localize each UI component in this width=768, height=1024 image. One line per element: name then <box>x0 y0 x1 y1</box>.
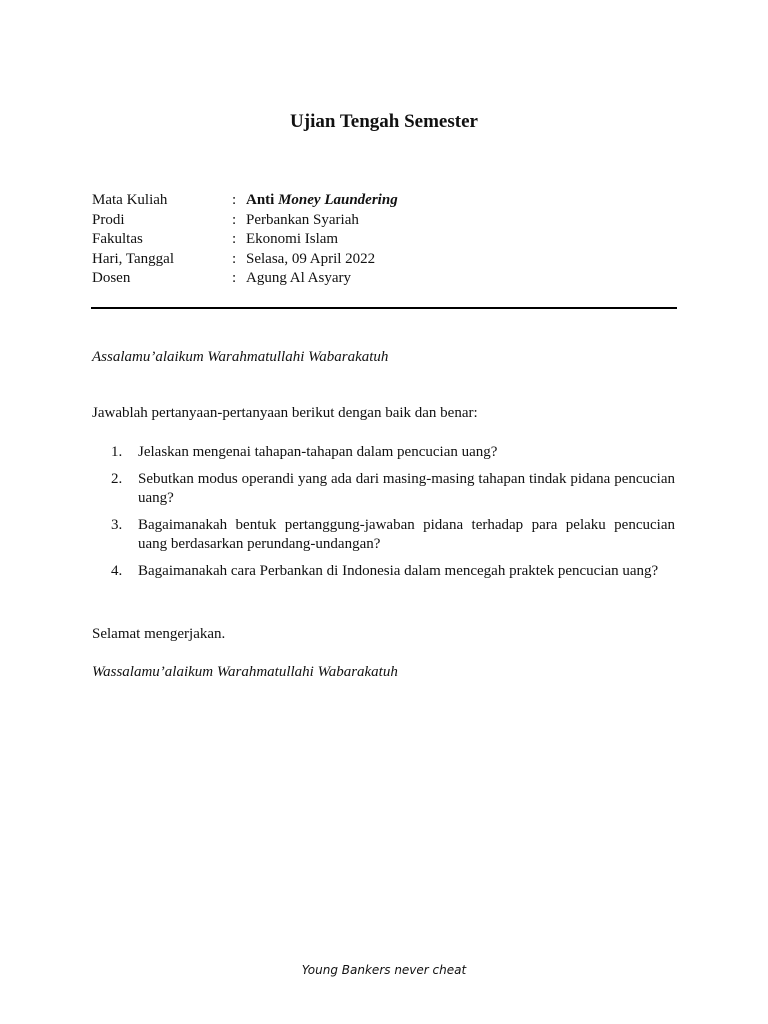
question-number: 3. <box>111 516 123 533</box>
question-text: Sebutkan modus operandi yang ada dari masing-masing tahapan tindak pidana pencucian uang? <box>138 470 675 506</box>
instruction: Jawablah pertanyaan-pertanyaan berikut dengan baik dan benar: <box>92 405 478 421</box>
question-number: 4. <box>111 562 123 579</box>
closing-text: Selamat mengerjakan. <box>92 626 226 642</box>
page-title: Ujian Tengah Semester <box>290 111 478 132</box>
question-item <box>92 562 675 582</box>
info-colon: : <box>232 231 237 247</box>
info-row-mata-kuliah <box>92 191 398 211</box>
info-label: Fakultas <box>92 231 143 247</box>
info-colon: : <box>232 250 237 267</box>
info-label: Mata Kuliah <box>92 192 168 208</box>
info-row-prodi <box>92 211 398 231</box>
question-text: Jelaskan mengenai tahapan-tahapan dalam pencucian uang? <box>138 444 498 460</box>
info-value: Selasa, 09 April 2022 <box>246 250 376 267</box>
course-name-plain: Anti <box>246 192 279 208</box>
course-name-italic: Money Laundering <box>278 192 398 208</box>
question-number: 1. <box>111 444 123 460</box>
info-label: Dosen <box>92 270 131 286</box>
question-number: 2. <box>111 470 123 487</box>
question-item <box>92 516 675 555</box>
info-row-fakultas <box>92 230 398 250</box>
question-text: Bagaimanakah cara Perbankan di Indonesia dalam mencegah praktek pencucian uang? <box>138 562 659 579</box>
footer-text: Young Bankers never cheat <box>301 963 467 977</box>
farewell: Wassalamu’alaikum Warahmatullahi Wabarakatuh <box>92 664 398 680</box>
question-item <box>92 470 675 509</box>
info-value: Perbankan Syariah <box>246 211 359 228</box>
info-value: Ekonomi Islam <box>246 231 339 247</box>
divider <box>91 307 677 309</box>
info-label: Prodi <box>92 211 125 228</box>
info-colon: : <box>232 192 237 208</box>
info-value: Agung Al Asyary <box>246 270 351 286</box>
greeting: Assalamu’alaikum Warahmatullahi Wabarakatuh <box>92 349 389 365</box>
info-colon: : <box>232 270 237 286</box>
info-colon: : <box>232 211 237 228</box>
question-list <box>92 443 675 588</box>
info-value-course <box>246 191 398 211</box>
info-row-hari-tanggal <box>92 250 398 270</box>
question-text: Bagaimanakah bentuk pertanggung-jawaban pidana terhadap para pelaku pencucian uang berdasarkan perundang-undangan? <box>138 516 675 552</box>
question-item <box>92 443 675 463</box>
course-info <box>92 191 398 289</box>
info-row-dosen <box>92 269 398 289</box>
info-label: Hari, Tanggal <box>92 250 174 267</box>
